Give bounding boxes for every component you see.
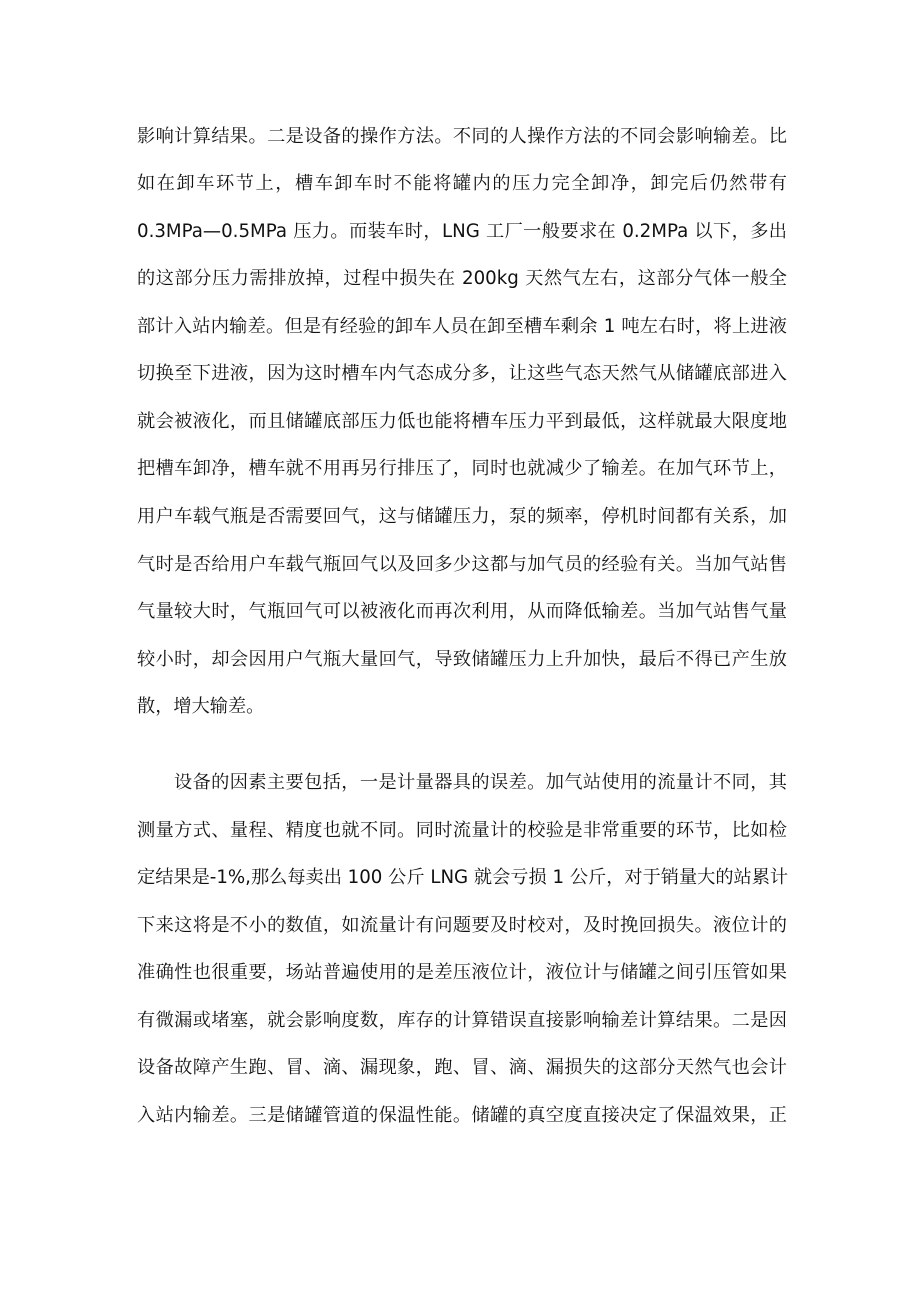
text-line: 气量较大时，气瓶回气可以被液化而再次利用，从而降低输差。当加气站售气量 <box>137 601 787 622</box>
text-line: 气时是否给用户车载气瓶回气以及回多少这都与加气员的经验有关。当加气站售 <box>137 554 787 575</box>
text-line: 0.3MPa—0.5MPa 压力。而装车时，LNG 工厂一般要求在 0.2MPa 以下，多出 <box>137 221 787 242</box>
text-line: 散，增大输差。 <box>137 696 265 717</box>
text-line: 切换至下进液，因为这时槽车内气态成分多，让这些气态天然气从储罐底部进入 <box>137 363 787 384</box>
text-line: 定结果是-1%,那么每卖出 100 公斤 LNG 就会亏损 1 公斤，对于销量大的站累计 <box>137 867 789 888</box>
text-line: 下来这将是不小的数值，如流量计有问题要及时校对，及时挽回损失。液位计的 <box>137 915 787 936</box>
text-line: 如在卸车环节上，槽车卸车时不能将罐内的压力完全卸净，卸完后仍然带有 <box>137 173 787 194</box>
text-line: 把槽车卸净，槽车就不用再另行排压了，同时也就减少了输差。在加气环节上， <box>137 458 787 479</box>
text-line: 用户车载气瓶是否需要回气，这与储罐压力，泵的频率，停机时间都有关系，加 <box>137 506 787 527</box>
text-line: 部计入站内输差。但是有经验的卸车人员在卸至槽车剩余 1 吨左右时，将上进液 <box>137 316 787 337</box>
text-line: 就会被液化，而且储罐底部压力低也能将槽车压力平到最低，这样就最大限度地 <box>137 411 787 432</box>
text-line: 较小时，却会因用户气瓶大量回气，导致储罐压力上升加快，最后不得已产生放 <box>137 649 787 670</box>
text-line: 设备故障产生跑、冒、滴、漏现象，跑、冒、滴、漏损失的这部分天然气也会计 <box>137 1057 787 1078</box>
text-line: 影响计算结果。二是设备的操作方法。不同的人操作方法的不同会影响输差。比 <box>137 126 787 147</box>
text-line: 测量方式、量程、精度也就不同。同时流量计的校验是非常重要的环节，比如检 <box>137 820 787 841</box>
text-line: 的这部分压力需排放掉，过程中损失在 200kg 天然气左右，这部分气体一般全 <box>137 268 787 289</box>
text-line: 有微漏或堵塞，就会影响度数，库存的计算错误直接影响输差计算结果。二是因 <box>137 1010 787 1031</box>
text-line: 入站内输差。三是储罐管道的保温性能。储罐的真空度直接决定了保温效果，正 <box>137 1105 787 1126</box>
text-line: 设备的因素主要包括，一是计量器具的误差。加气站使用的流量计不同，其 <box>174 772 787 793</box>
text-line: 准确性也很重要，场站普遍使用的是差压液位计，液位计与储罐之间引压管如果 <box>137 962 787 983</box>
